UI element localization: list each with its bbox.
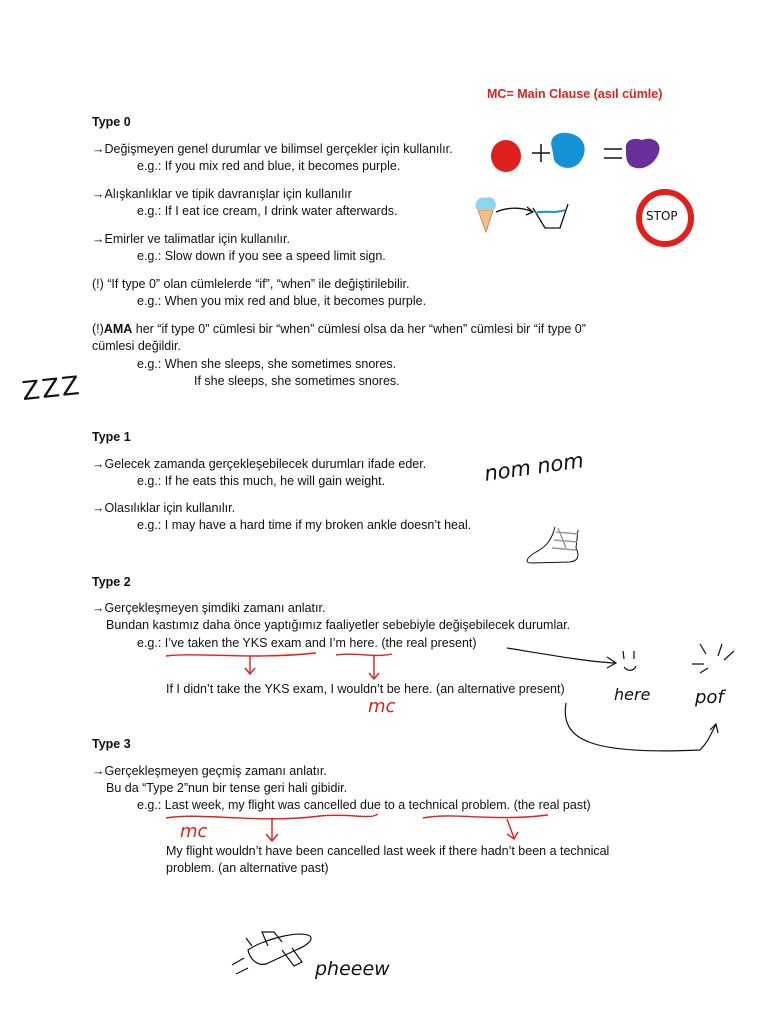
- type3-example-2b: problem. (an alternative past): [166, 861, 329, 875]
- type0-example-3: e.g.: Slow down if you see a speed limit sign.: [137, 249, 386, 263]
- mc-underline-1: [166, 653, 316, 656]
- zzz-doodle-text: ZZZ: [20, 370, 83, 408]
- down-arrow-3: [266, 818, 278, 841]
- type3-rule-1: →Gerçekleşmeyen geçmiş zamanı anlatır.: [92, 764, 327, 778]
- foot-icon: [527, 527, 578, 563]
- note2-rest: her “if type 0” cümlesi bir “when” cümlesi olsa da her “when” cümlesi bir “if type 0”: [132, 322, 586, 336]
- type2-example-1: e.g.: I’ve taken the YKS exam and I’m here. (the real present): [137, 636, 477, 650]
- airplane-icon: [246, 932, 311, 966]
- type3-rule-2: Bu da “Type 2”nun bir tense geri hali gibidir.: [106, 781, 348, 795]
- type1-example-1: e.g.: If he eats this much, he will gain weight.: [137, 474, 386, 488]
- water-surface-icon: [535, 210, 565, 213]
- type0-note-2-line2: cümlesi değildir.: [92, 339, 181, 353]
- red-blob-icon: [491, 140, 521, 172]
- type0-example-5a: e.g.: When she sleeps, she sometimes snores.: [137, 357, 397, 371]
- smile-face-icon: [623, 651, 636, 670]
- down-arrow-2: [369, 656, 379, 679]
- type1-heading: Type 1: [92, 430, 131, 444]
- note2-prefix: (!): [92, 322, 104, 336]
- type2-rule-2: Bundan kastımız daha önce yaptığımız faaliyetler sebebiyle değişebilecek durumlar.: [106, 618, 571, 632]
- type0-example-4: e.g.: When you mix red and blue, it becomes purple.: [137, 294, 427, 308]
- equals-icon: [604, 149, 622, 158]
- type3-heading: Type 3: [92, 737, 131, 751]
- type2-black-arrows: [507, 644, 734, 751]
- type2-annotations: [166, 653, 392, 679]
- clause-underline-2: [423, 815, 548, 818]
- bandage-icon: [552, 528, 578, 550]
- arrow-icon: [496, 207, 533, 215]
- blue-blob-icon: [551, 133, 584, 168]
- stop-sign-text: STOP: [646, 209, 678, 223]
- plus-icon: [532, 144, 550, 162]
- down-arrow-1: [245, 656, 255, 674]
- mc-label-type2: mc: [368, 696, 396, 717]
- type0-rule-2: →Alışkanlıklar ve tipik davranışlar için kullanılır: [92, 187, 352, 201]
- type1-rule-2: →Olasılıklar için kullanılır.: [92, 501, 236, 515]
- here-doodle-text: here: [614, 685, 651, 704]
- type0-example-5b: If she sleeps, she sometimes snores.: [194, 374, 400, 388]
- speed-lines-icon: [232, 958, 248, 974]
- type1-example-2: e.g.: I may have a hard time if my broken ankle doesn’t heal.: [137, 518, 472, 532]
- pheeew-doodle-text: pheeew: [315, 958, 390, 980]
- mc-label-type3: mc: [180, 821, 208, 842]
- note2-bold: AMA: [103, 322, 133, 336]
- nom-nom-doodle-text: nom nom: [482, 448, 586, 486]
- stop-sign-icon: [639, 192, 691, 244]
- type0-example-1: e.g.: If you mix red and blue, it becomes purple.: [137, 159, 401, 173]
- main-clause-legend: MC= Main Clause (asıl cümle): [487, 87, 663, 101]
- type3-example-1: e.g.: Last week, my flight was cancelled due to a technical problem. (the real past): [137, 798, 591, 812]
- type0-note-1: (!) “If type 0” olan cümlelerde “if”, “when” ile değiştirilebilir.: [92, 277, 410, 291]
- type1-rule-1: →Gelecek zamanda gerçekleşebilecek durumları ifade eder.: [92, 457, 427, 471]
- ice-cream-scoop-icon: [476, 197, 496, 209]
- type2-heading: Type 2: [92, 575, 131, 589]
- type3-example-2a: My flight wouldn’t have been cancelled last week if there hadn’t been a technical: [166, 844, 610, 858]
- clause-underline-1: [336, 654, 392, 655]
- arrow-to-here: [507, 648, 616, 668]
- water-glass-icon: [533, 204, 568, 228]
- ice-cream-doodle: [476, 197, 568, 232]
- type0-rule-3: →Emirler ve talimatlar için kullanılır.: [92, 232, 290, 246]
- burst-lines-icon: [692, 644, 734, 673]
- color-mix-doodle: [491, 133, 660, 172]
- pof-doodle-text: pof: [695, 687, 724, 708]
- type2-rule-1: →Gerçekleşmeyen şimdiki zamanı anlatır.: [92, 601, 326, 615]
- airplane-doodle: [232, 932, 311, 974]
- bandaged-foot-doodle: [527, 527, 578, 563]
- arrow-to-pof: [565, 703, 718, 751]
- ice-cream-cone-icon: [478, 210, 493, 232]
- type0-heading: Type 0: [92, 115, 131, 129]
- type0-rule-1: →Değişmeyen genel durumlar ve bilimsel gerçekler için kullanılır.: [92, 142, 453, 156]
- type0-example-2: e.g.: If I eat ice cream, I drink water afterwards.: [137, 204, 398, 218]
- purple-blob-icon: [626, 139, 660, 169]
- down-arrow-4: [507, 819, 518, 839]
- type3-annotations: [166, 814, 548, 841]
- type2-example-2: If I didn’t take the YKS exam, I wouldn’t be here. (an alternative present): [166, 682, 565, 696]
